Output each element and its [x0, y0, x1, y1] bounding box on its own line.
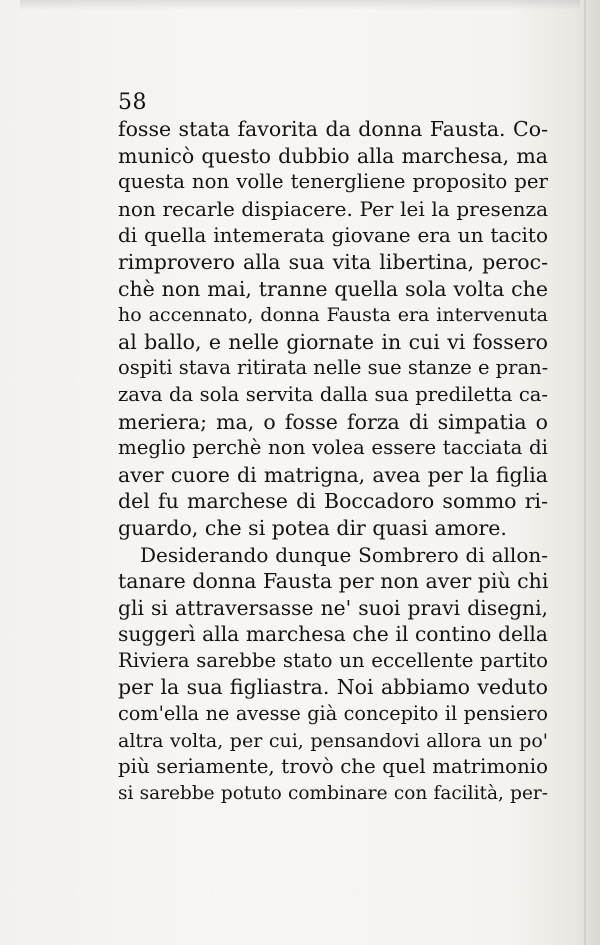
text-line: si sarebbe potuto combinare con facilità, per-	[118, 782, 548, 804]
text-line: zava da sola servita dalla sua prediletta ca-	[118, 382, 548, 406]
text-line: gli si attraversasse ne' suoi pravi disegni,	[118, 595, 548, 620]
text-line: meglio perchè non volea essere tacciata di	[118, 436, 548, 460]
text-line: tanare donna Fausta per non aver più chi	[118, 569, 549, 594]
text-line: rimprovero alla sua vita libertina, peroc-	[118, 249, 548, 274]
text-line: com'ella ne avesse già concepito il pensiero	[118, 702, 548, 726]
text-line: ospiti stava ritirata nelle sue stanze e pran-	[118, 356, 549, 380]
text-line: aver cuore di matrigna, avea per la figlia	[118, 462, 548, 487]
text-line: Riviera sarebbe stato un eccellente partito	[118, 648, 548, 672]
text-line: suggerì alla marchesa che il contino della	[118, 622, 548, 647]
text-line: Desiderando dunque Sombrero di allon-	[140, 542, 548, 567]
page-number: 58	[118, 90, 147, 115]
text-line: chè non mai, tranne quella sola volta che	[118, 276, 548, 301]
text-line: del fu marchese di Boccadoro sommo ri-	[118, 489, 548, 514]
page-edge	[584, 0, 586, 945]
text-line: ho accennato, donna Fausta era intervenuta	[118, 304, 548, 327]
text-line: al ballo, e nelle giornate in cui vi fossero	[118, 329, 548, 354]
text-line: per la sua figliastra. Noi abbiamo veduto	[118, 675, 548, 700]
text-line: guardo, che si potea dir quasi amore.	[118, 515, 507, 540]
text-line: municò questo dubbio alla marchesa, ma	[118, 143, 548, 168]
text-line: più seriamente, trovò che quel matrimonio	[118, 755, 548, 779]
text-line: fosse stata favorita da donna Fausta. Co-	[118, 117, 548, 141]
text-line: non recarle dispiacere. Per lei la presenza	[118, 196, 548, 221]
text-line: altra volta, per cui, pensandovi allora un po'	[118, 729, 548, 752]
text-line: meriera; ma, o fosse forza di simpatia o	[118, 409, 548, 434]
body-text	[118, 116, 548, 807]
text-line: di quella intemerata giovane era un tacito	[118, 223, 548, 248]
scan-top-shadow	[20, 0, 580, 10]
text-line: questa non volle tenergliene proposito per	[118, 170, 548, 194]
